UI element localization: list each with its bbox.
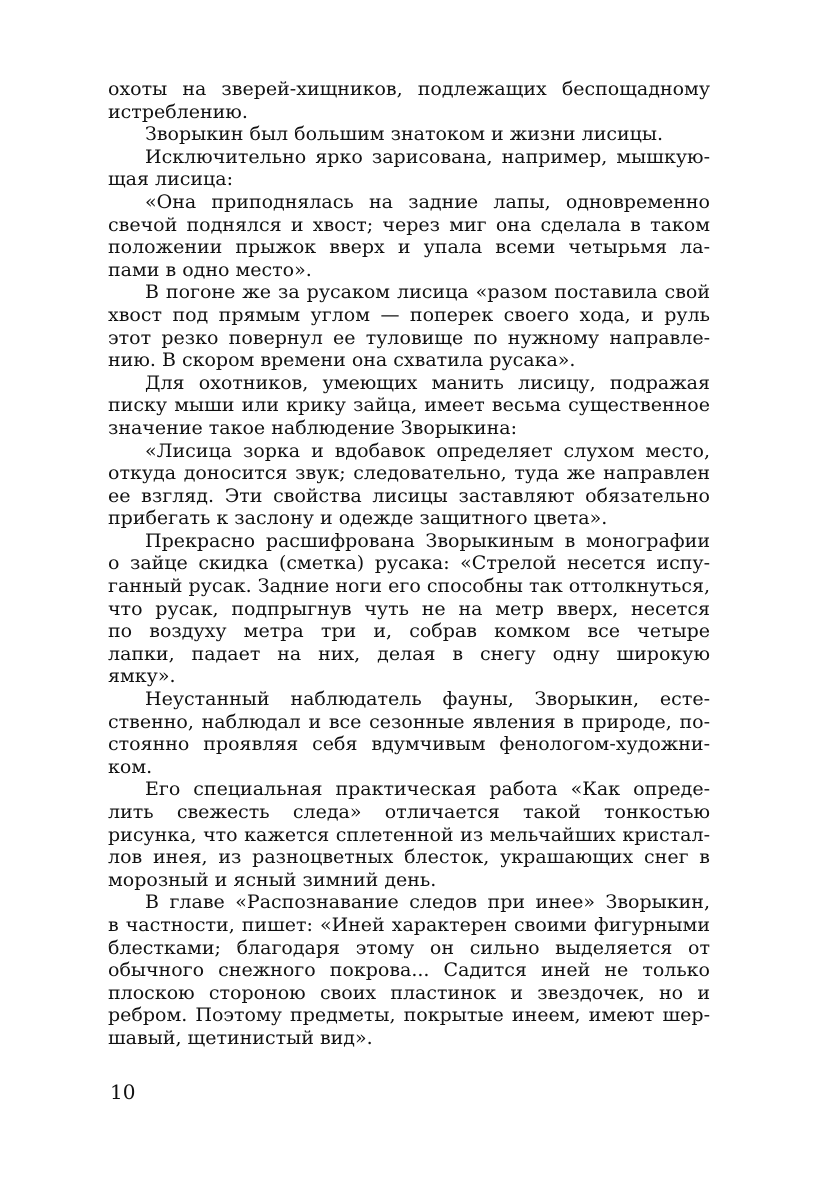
text-line: «Она приподнялась на задние лапы, одновременно bbox=[145, 190, 710, 213]
text-line: Зворыкин был большим знатоком и жизни лисицы. bbox=[145, 123, 664, 146]
text-line: откуда доносится звук; следовательно, туда же направлен bbox=[108, 462, 710, 485]
text-line: этот резко повернул ее туловище по нужному направле- bbox=[108, 326, 710, 349]
text-line: Прекрасно расшифрована Зворыкиным в монографии bbox=[145, 529, 710, 552]
text-line: значение такое наблюдение Зворыкина: bbox=[108, 416, 517, 439]
text-line: в частности, пишет: «Иней характерен своими фигурными bbox=[108, 913, 710, 936]
paragraph bbox=[108, 891, 710, 1049]
text-line: В погоне же за русаком лисица «разом поставила свой bbox=[145, 281, 710, 304]
paragraph bbox=[108, 191, 710, 281]
text-line: истреблению. bbox=[108, 100, 248, 123]
text-line: обычного снежного покрова... Садится иней не только bbox=[108, 959, 710, 982]
text-line: рисунка, что кажется сплетенной из мельчайших кристал- bbox=[108, 823, 710, 846]
paragraph bbox=[108, 688, 710, 778]
text-line: плоскою стороною своих пластинок и звездочек, но и bbox=[108, 981, 710, 1004]
text-line: лапки, падает на них, делая в снегу одну широкую bbox=[108, 642, 710, 665]
text-line: В главе «Распознавание следов при инее» Зворыкин, bbox=[145, 891, 710, 914]
text-line: Его специальная практическая работа «Как опреде- bbox=[145, 778, 710, 801]
page-body-text bbox=[108, 78, 710, 1050]
text-line: Для охотников, умеющих манить лисицу, подражая bbox=[145, 371, 710, 394]
text-line: хвост под прямым углом — поперек своего хода, и руль bbox=[108, 303, 710, 326]
paragraph bbox=[108, 146, 710, 191]
text-line: щая лисица: bbox=[108, 168, 234, 191]
text-line: о зайце скидка (сметка) русака: «Стрелой несется испу- bbox=[108, 552, 710, 575]
text-line: писку мыши или крику зайца, имеет весьма существенное bbox=[108, 394, 710, 417]
page-number: 10 bbox=[110, 1080, 136, 1104]
paragraph bbox=[108, 778, 710, 891]
text-line: охоты на зверей-хищников, подлежащих беспощадному bbox=[108, 78, 710, 100]
text-line: «Лисица зорка и вдобавок определяет слухом место, bbox=[145, 439, 710, 462]
text-line: ганный русак. Задние ноги его способны так оттолкнуться, bbox=[108, 575, 710, 598]
text-line: Неустанный наблюдатель фауны, Зворыкин, есте- bbox=[145, 688, 710, 711]
text-line: стоянно проявляя себя вдумчивым фенологом-художни- bbox=[108, 733, 710, 756]
text-line: ственно, наблюдал и все сезонные явления в природе, по- bbox=[108, 710, 710, 733]
text-line: Исключительно ярко зарисована, например, мышкую- bbox=[145, 145, 710, 168]
text-line: лов инея, из разноцветных блесток, украшающих снег в bbox=[108, 846, 710, 869]
text-line: ее взгляд. Эти свойства лисицы заставляют обязательно bbox=[108, 484, 710, 507]
text-line: ком. bbox=[108, 755, 153, 778]
text-line: нию. В скором времени она схватила русака». bbox=[108, 349, 576, 372]
text-line: шавый, щетинистый вид». bbox=[108, 1026, 373, 1049]
text-line: лить свежесть следа» отличается такой тонкостью bbox=[108, 801, 710, 823]
text-line: что русак, подпрыгнув чуть не на метр вверх, несется bbox=[108, 597, 710, 620]
paragraph bbox=[108, 440, 710, 530]
paragraph bbox=[108, 281, 710, 371]
text-line: пами в одно место». bbox=[108, 258, 312, 281]
text-line: свечой поднялся и хвост; через миг она сделала в таком bbox=[108, 213, 710, 236]
text-line: прибегать к заслону и одежде защитного цвета». bbox=[108, 507, 608, 530]
text-line: положении прыжок вверх и упала всеми четырьмя ла- bbox=[108, 236, 710, 259]
paragraph bbox=[108, 78, 710, 123]
paragraph bbox=[108, 123, 710, 146]
text-line: морозный и ясный зимний день. bbox=[108, 868, 437, 891]
text-line: блестками; благодаря этому он сильно выделяется от bbox=[108, 936, 710, 959]
paragraph bbox=[108, 530, 710, 688]
paragraph bbox=[108, 372, 710, 440]
text-line: ребром. Поэтому предметы, покрытые инеем, имеют шер- bbox=[108, 1004, 710, 1027]
text-line: ямку». bbox=[108, 665, 176, 688]
text-line: по воздуху метра три и, собрав комком все четыре bbox=[108, 620, 710, 643]
